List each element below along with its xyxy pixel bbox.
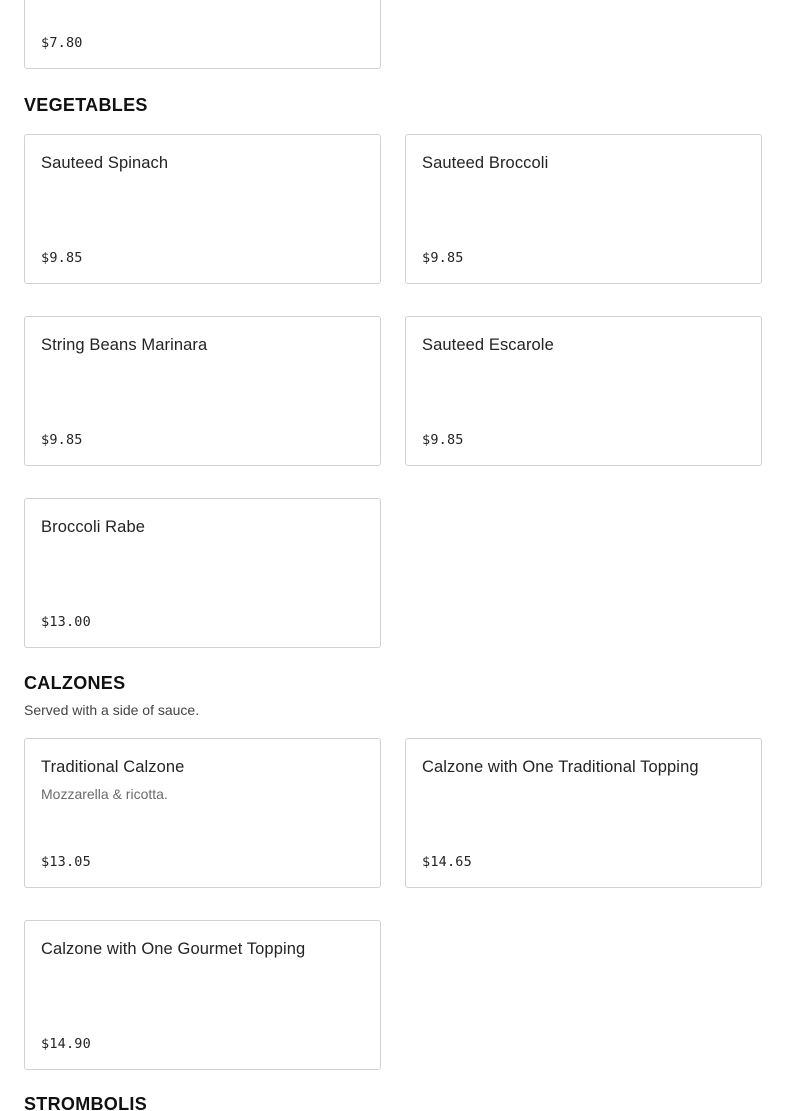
- menu-item-card[interactable]: [24, 0, 381, 69]
- menu-item-card[interactable]: [24, 134, 381, 284]
- menu-item-card[interactable]: [24, 738, 381, 888]
- section-title-vegetables: VEGETABLES: [24, 95, 148, 115]
- menu-item-price: $9.85: [422, 250, 464, 266]
- menu-item-name: Traditional Calzone: [41, 758, 185, 776]
- section-title-calzones: CALZONES: [24, 673, 126, 693]
- menu-item-card[interactable]: [405, 738, 762, 888]
- menu-item-price: $14.90: [41, 1036, 91, 1052]
- menu-item-card[interactable]: [405, 134, 762, 284]
- menu-item-price: $9.85: [422, 432, 464, 448]
- menu-item-name: Sauteed Spinach: [41, 154, 169, 172]
- menu-item-name: String Beans Marinara: [41, 336, 208, 354]
- menu-item-card[interactable]: [24, 316, 381, 466]
- menu-item-name: Sauteed Escarole: [422, 336, 554, 354]
- menu-item-name: Calzone with One Traditional Topping: [422, 758, 699, 776]
- menu-item-name: Broccoli Rabe: [41, 518, 146, 536]
- menu-item-card[interactable]: [405, 316, 762, 466]
- menu-item-name: Sauteed Broccoli: [422, 154, 549, 172]
- menu-item-price: $14.65: [422, 854, 472, 870]
- menu-item-price: $7.80: [41, 35, 83, 51]
- section-subtitle: Served with a side of sauce.: [24, 702, 200, 718]
- menu-item-price: $9.85: [41, 250, 83, 266]
- menu-item-card[interactable]: [24, 498, 381, 648]
- menu-item-name: Calzone with One Gourmet Topping: [41, 940, 306, 958]
- section-title-strombolis: STROMBOLIS: [24, 1094, 147, 1111]
- menu-item-description: Mozzarella & ricotta.: [41, 786, 168, 802]
- menu-item-price: $13.05: [41, 854, 91, 870]
- menu-item-card[interactable]: [24, 920, 381, 1070]
- menu-item-price: $13.00: [41, 614, 91, 630]
- menu-item-price: $9.85: [41, 432, 83, 448]
